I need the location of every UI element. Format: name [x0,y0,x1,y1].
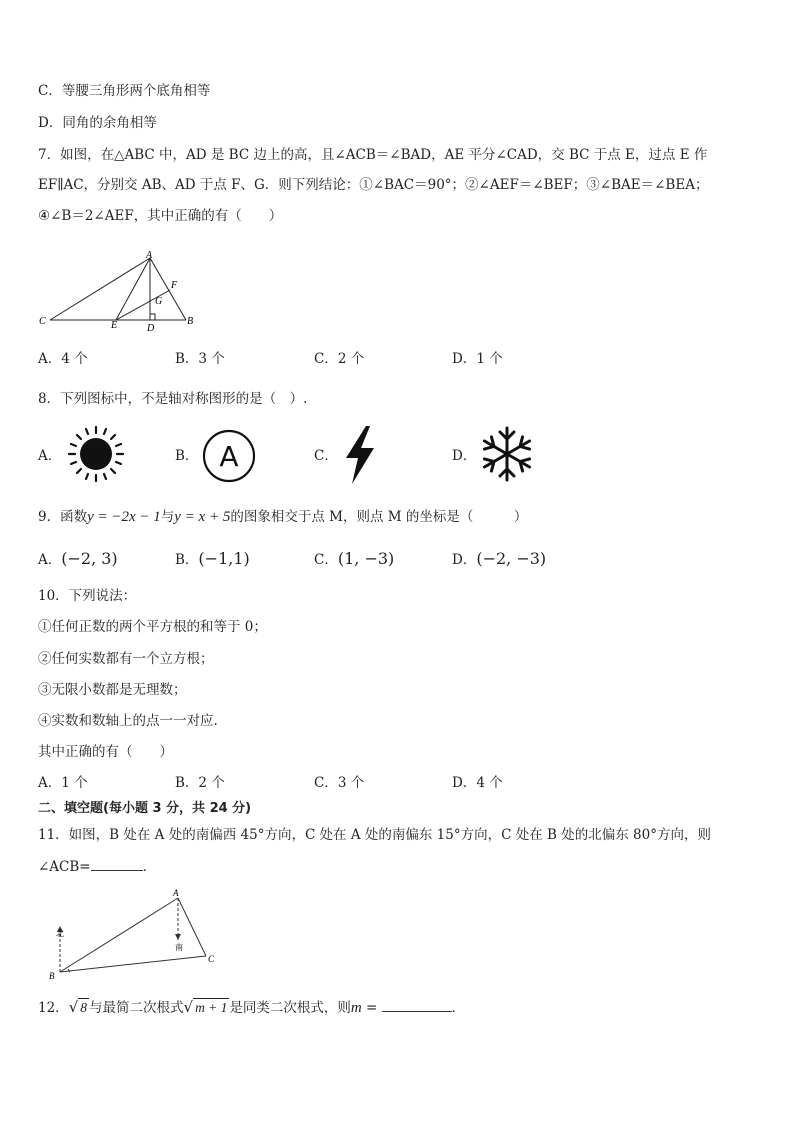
q9-option-b [175,550,250,569]
q9-option-c-value: (1, −3) [337,549,395,568]
q9-equation-2: y = x + 5 [174,509,231,525]
q7-label-f: F [171,280,178,291]
q11-label-south: 南 [175,943,183,952]
q11-angle-label: ∠ACB= [38,859,91,875]
q7-label-e: E [111,320,118,331]
q8-label-b: B． [175,448,199,464]
q9-option-b-label: B． [175,552,199,568]
q11-direction-figure [40,884,230,980]
q10-option-d: D．4 个 [452,775,503,791]
q9-option-d-label: D． [452,552,477,568]
q10-option-b: B．2 个 [175,775,225,791]
q7-stem-line1: 7．如图，在△ABC 中，AD 是 BC 边上的高，且∠ACB＝∠BAD，AE 平分∠CAD，交 BC 于点 E，过点 E 作 [38,147,708,163]
q12-stem: 12．√ 8 与最简二次根式√ m + 1 是同类二次根式，则m = ． [38,998,466,1016]
q7-label-b: B [187,316,194,327]
q10-stem: 10．下列说法： [38,588,137,604]
q10-item-4: ④实数和数轴上的点一一对应. [38,713,218,729]
q11-label-c: C [208,954,215,964]
q12-variable: m [350,1000,362,1016]
q12-radicand-2: m + 1 [195,1000,228,1015]
q9-option-b-value: (−1,1) [198,549,250,568]
q10-item-1: ①任何正数的两个平方根的和等于 0； [38,619,267,635]
q7-label-d: D [147,323,155,334]
q7-triangle-figure [36,248,206,338]
q12-equals: = [361,1000,382,1016]
q10-item-2: ②任何实数都有一个立方根； [38,651,214,667]
q12-answer-blank [382,999,452,1012]
q11-label-north: 北 [56,929,64,938]
q9-option-a-value: (−2, 3) [61,549,118,568]
q11-stem-line2 [38,858,156,876]
q7-label-g: G [155,296,163,307]
section-2-title: 二、填空题(每小题 3 分，共 24 分) [38,801,252,816]
lightning-icon [340,424,380,486]
q7-label-a: A [146,250,153,261]
snowflake-icon [476,424,538,484]
q11-answer-blank [91,858,143,871]
q6-option-c: C．等腰三角形两个底角相等 [38,83,211,99]
q7-option-d: D．1 个 [452,351,503,367]
q10-item-3: ③无限小数都是无理数； [38,682,187,698]
q7-option-a: A．4 个 [38,351,88,367]
q12-mid-text: 与最简二次根式 [89,1000,184,1016]
q9-option-d-value: (−2, −3) [476,549,547,568]
q8-label-d: D． [452,448,477,464]
q12-radicand-1: 8 [80,1000,87,1015]
q7-label-c: C [39,316,46,327]
q12-end: ． [451,1000,466,1016]
q9-stem-prefix: 9．函数 [38,509,88,525]
sun-icon [64,424,128,484]
q9-option-a [38,550,118,569]
q7-option-b: B．3 个 [175,351,225,367]
q11-label-b: B [49,971,55,980]
q7-stem-line3: ④∠B＝2∠AEF，其中正确的有（ ） [38,208,283,224]
q6-option-d: D．同角的余角相等 [38,115,157,131]
q9-option-a-label: A． [38,552,62,568]
circle-letter: A [219,440,239,473]
q10-option-c: C．3 个 [314,775,365,791]
q8-label-c: C． [314,448,338,464]
q9-stem [38,508,527,526]
q9-stem-suffix: 的图象相交于点 M，则点 M 的坐标是（ ） [230,509,528,525]
q8-label-a: A． [38,448,62,464]
q7-stem-line2: EF∥AC，分别交 AB、AD 于点 F、G．则下列结论：①∠BAC＝90°；②∠AEF＝∠BEF；③∠BAE＝∠BEA； [38,177,709,193]
q9-option-d [452,550,546,569]
q11-line2-end: ． [142,859,157,875]
circle-letter-a-icon [200,428,258,484]
q9-equation-1: y = −2x − 1 [87,509,161,525]
q11-label-a: A [173,888,179,898]
q12-prefix: 12． [38,1000,69,1016]
q9-option-c [314,550,394,569]
q10-option-a: A．1 个 [38,775,88,791]
q8-stem: 8．下列图标中，不是轴对称图形的是（ ）. [38,391,308,407]
q12-suffix: 是同类二次根式，则 [229,1000,351,1016]
q7-option-c: C．2 个 [314,351,365,367]
q9-option-c-label: C． [314,552,338,568]
q11-stem-line1: 11．如图，B 处在 A 处的南偏西 45°方向，C 处在 A 处的南偏东 15°方向，C 处在 B 处的北偏东 80°方向，则 [38,827,711,843]
q9-stem-mid: 与 [160,509,175,525]
q10-ask: 其中正确的有（ ） [38,744,173,760]
